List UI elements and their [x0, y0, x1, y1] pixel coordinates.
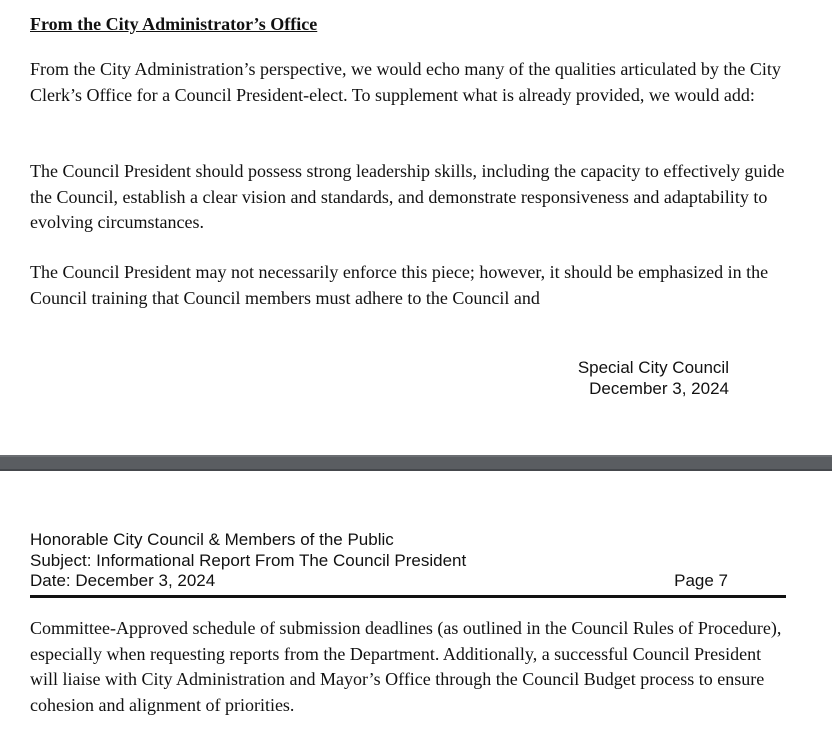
- footer-date: December 3, 2024: [589, 379, 729, 398]
- header-date-row: [30, 571, 786, 598]
- page-header: [30, 530, 786, 598]
- header-date: Date: December 3, 2024: [30, 571, 216, 590]
- footer-meeting: Special City Council: [577, 358, 729, 377]
- paragraph-3: The Council President may not necessarily enforce this piece; however, it should be emphasized in the Council training that Council members must adhere to the Council and: [30, 262, 769, 308]
- page-number: Page 7: [674, 571, 728, 590]
- paragraph-4: Committee-Approved schedule of submission deadlines (as outlined in the Council Rules of Procedure), especially when requesting reports from the Department. Additionally, a successful Council President will liaise with City Administration and Mayor’s Office through the Council Budget process to ensure cohesion and alignment of priorities.: [30, 618, 782, 715]
- section-heading: From the City Administrator’s Office: [30, 14, 318, 34]
- header-subject: Subject: Informational Report From The Council President: [30, 550, 467, 570]
- document-page-bottom: [0, 471, 832, 741]
- header-addressee: Honorable City Council & Members of the Public: [30, 530, 394, 549]
- paragraph-1: From the City Administration’s perspective, we would echo many of the qualities articulated by the City Clerk’s Office for a Council President-elect. To supplement what is already provided, we would add:: [30, 59, 781, 105]
- page-footer: [578, 357, 729, 399]
- page-separator: [0, 455, 832, 471]
- paragraph-2: The Council President should possess strong leadership skills, including the capacity to effectively guide the Council, establish a clear vision and standards, and demonstrate responsiveness and adaptability to evolving circumstances.: [30, 161, 785, 232]
